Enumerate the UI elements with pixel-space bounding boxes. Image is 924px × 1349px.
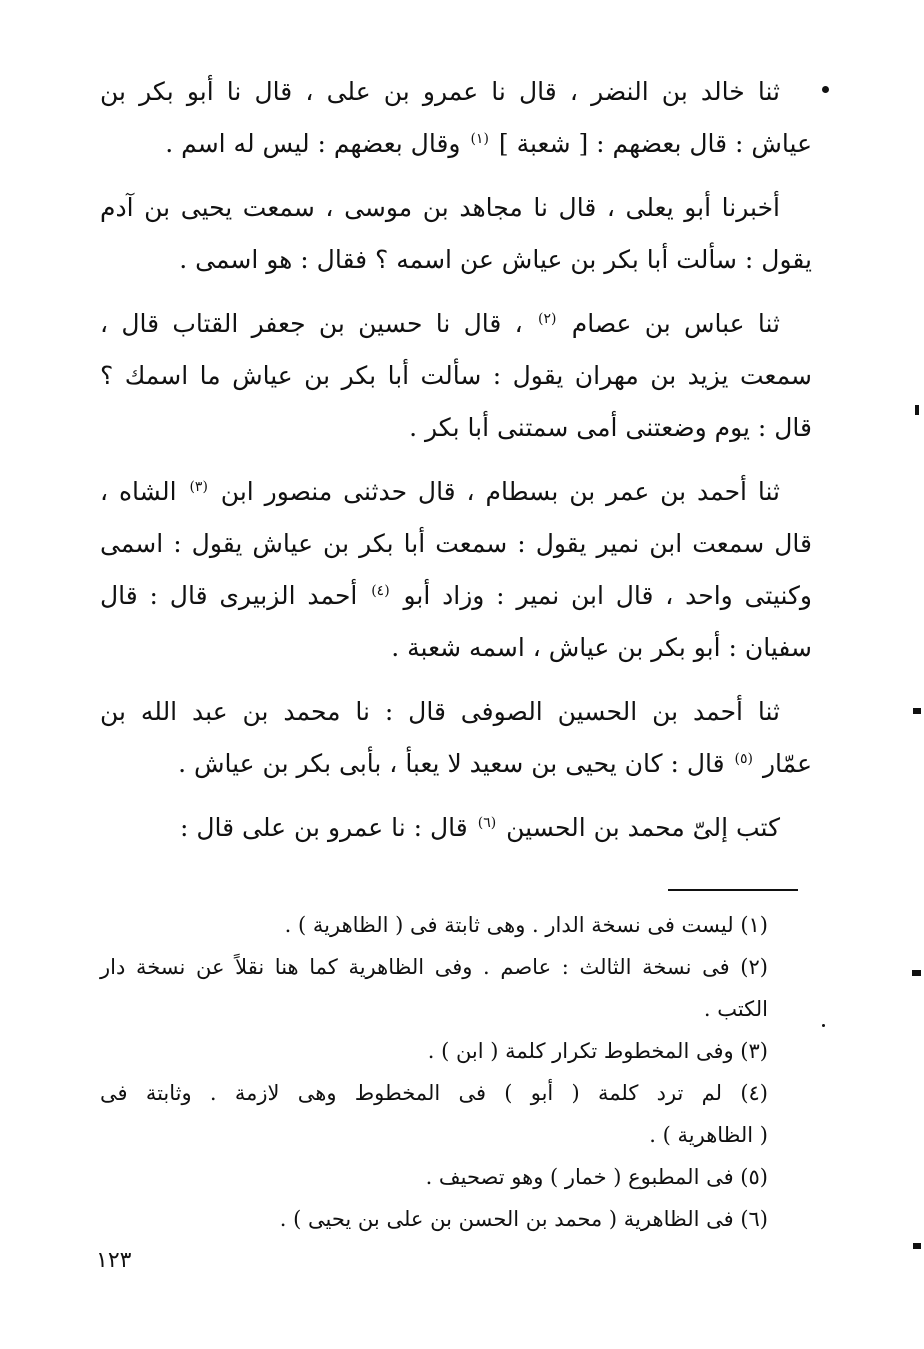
footnote-line: (٥) فى المطبوع ( خمار ) وهو تصحيف . — [425, 1165, 768, 1189]
footnote-1 — [100, 904, 768, 946]
footnote-line: (٢) فى نسخة الثالث : عاصم . وفى الظاهرية كما هنا نقلاً عن نسخة دار — [100, 955, 768, 979]
footnotes — [100, 904, 768, 1240]
footnote-line: (٤) لم ترد كلمة ( أبو ) فى المخطوط وهى لازمة . وثابتة فى — [100, 1081, 768, 1105]
footnote-ref: (٣) — [189, 478, 208, 495]
text-segment: ثنا أحمد بن عمر بن بسطام ، قال حدثنى منصور ابن — [220, 477, 780, 506]
footnote-6 — [100, 1198, 768, 1240]
scan-speck — [913, 1243, 921, 1249]
text-line — [100, 622, 812, 674]
footnote-line: الكتب . — [703, 997, 768, 1021]
text-segment: عمّار — [762, 749, 812, 778]
paragraph-2 — [100, 182, 812, 286]
scan-speck — [913, 708, 921, 714]
text-line — [100, 802, 812, 854]
footnote-ref: (٦) — [477, 814, 497, 831]
footnote-line: (٦) فى الظاهرية ( محمد بن الحسن بن على بن يحيى ) . — [279, 1207, 768, 1231]
text-segment: سفيان : أبو بكر بن عياش ، اسمه شعبة . — [391, 633, 812, 662]
text-line — [100, 234, 812, 286]
text-segment: كتب إلىّ محمد بن الحسين — [506, 813, 780, 842]
text-segment: قال : يوم وضعتنى أمى سمتنى أبا بكر . — [409, 413, 812, 442]
text-segment: قال : نا عمرو بن على قال : — [179, 813, 468, 842]
text-segment: وقال بعضهم : ليس له اسم . — [165, 129, 461, 158]
page-number: ١٢٣ — [96, 1248, 132, 1273]
paragraph-3 — [100, 298, 812, 454]
text-line — [100, 298, 812, 350]
text-segment: ثنا أحمد بن الحسين الصوفى قال : نا محمد بن عبد الله بن — [100, 697, 780, 726]
footnote-ref: (١) — [470, 130, 489, 147]
text-segment: ثنا خالد بن النضر ، قال نا عمرو بن على ، قال نا أبو بكر بن — [100, 77, 780, 106]
text-segment: عياش : قال بعضهم : [ شعبة ] — [498, 129, 812, 158]
footnote-4 — [100, 1072, 768, 1156]
scan-speck — [915, 405, 919, 415]
text-segment: ، قال نا حسين بن جعفر القتاب قال ، — [100, 309, 523, 338]
text-line — [100, 686, 812, 738]
text-line — [100, 402, 812, 454]
text-segment: وكنيتى واحد ، قال ابن نمير : وزاد أبو — [403, 581, 813, 610]
paragraph-6 — [100, 802, 812, 854]
text-line — [100, 350, 812, 402]
scan-speck — [822, 1024, 825, 1027]
text-segment: أخبرنا أبو يعلى ، قال نا مجاهد بن موسى ، سمعت يحيى بن آدم — [100, 193, 780, 222]
text-line — [100, 66, 812, 118]
paragraph-1 — [100, 66, 812, 170]
text-line — [100, 466, 812, 518]
main-text — [100, 66, 812, 866]
text-line — [100, 570, 812, 622]
text-segment: يقول : سألت أبا بكر بن عياش عن اسمه ؟ فقال : هو اسمى . — [179, 245, 812, 274]
text-segment: ثنا عباس بن عصام — [571, 309, 780, 338]
text-segment: قال سمعت ابن نمير يقول : سمعت أبا بكر بن عياش يقول : اسمى — [100, 529, 812, 558]
footnote-2 — [100, 946, 768, 1030]
footnote-ref: (٤) — [371, 582, 390, 599]
text-line — [100, 182, 812, 234]
paragraph-4 — [100, 466, 812, 674]
footnote-line: ( الظاهرية ) . — [649, 1123, 768, 1147]
footnote-5 — [100, 1156, 768, 1198]
text-segment: سمعت يزيد بن مهران يقول : سألت أبا بكر بن عياش ما اسمك ؟ — [100, 361, 812, 390]
text-line — [100, 738, 812, 790]
text-segment: أحمد الزبيرى قال : قال — [100, 581, 358, 610]
text-line — [100, 118, 812, 170]
bullet-mark — [822, 86, 829, 93]
paragraph-5 — [100, 686, 812, 790]
text-line — [100, 518, 812, 570]
text-segment: قال : كان يحيى بن سعيد لا يعبأ ، بأبى بكر بن عياش . — [178, 749, 725, 778]
footnote-3 — [100, 1030, 768, 1072]
footnote-line: (١) ليست فى نسخة الدار . وهى ثابتة فى ( الظاهرية ) . — [284, 913, 768, 937]
scan-speck — [912, 970, 921, 976]
text-segment: الشاه ، — [100, 477, 177, 506]
footnote-line: (٣) وفى المخطوط تكرار كلمة ( ابن ) . — [427, 1039, 768, 1063]
footnote-ref: (٥) — [734, 750, 753, 767]
footnote-ref: (٢) — [537, 310, 557, 327]
footnote-separator — [668, 889, 798, 891]
